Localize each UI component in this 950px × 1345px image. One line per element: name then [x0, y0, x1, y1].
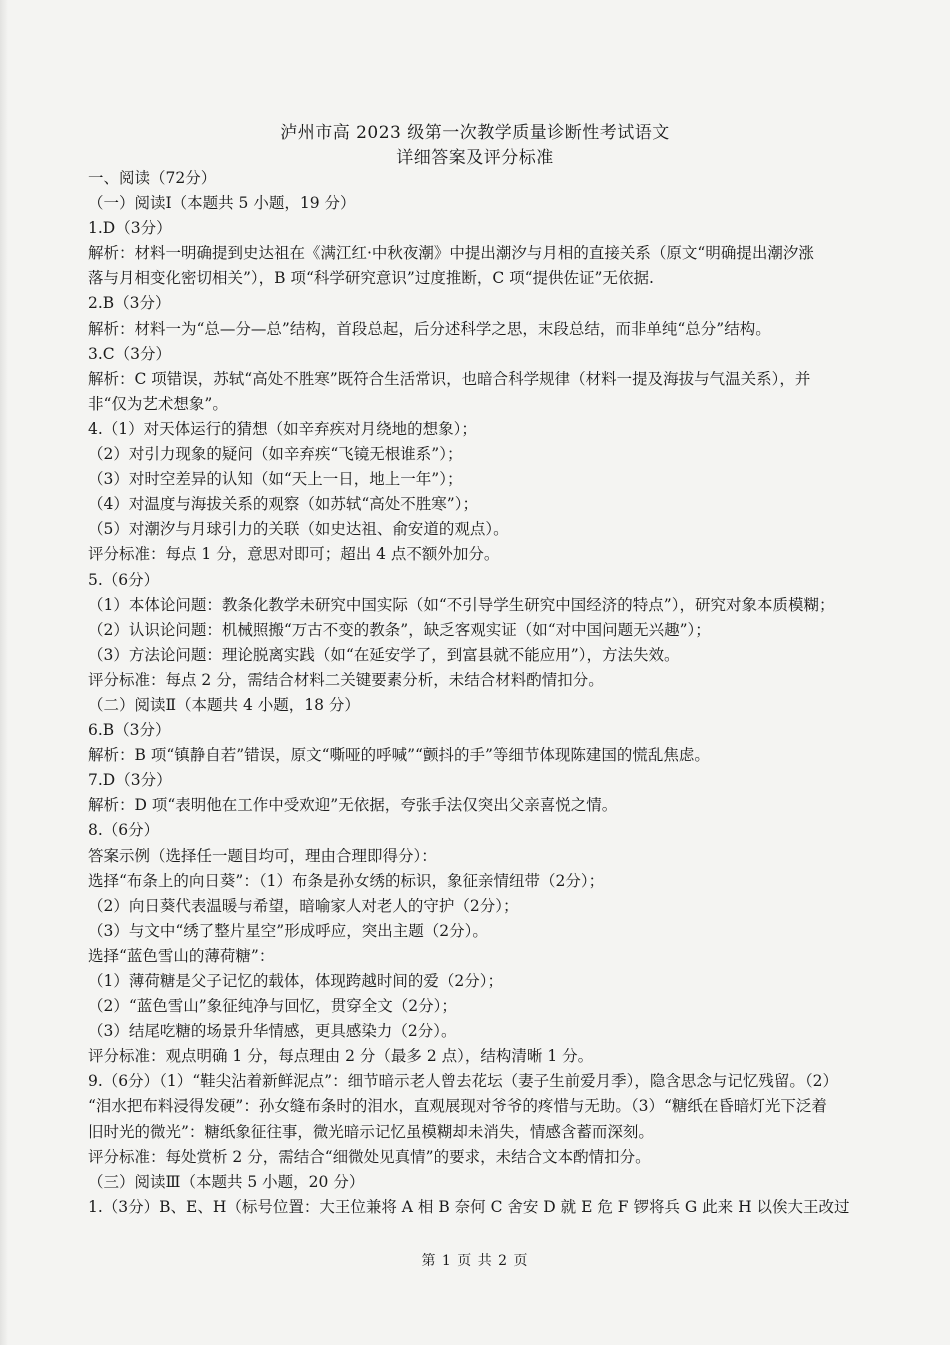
text-line: 解析：材料一为“总—分—总”结构，首段总起，后分述科学之思，末段总结，而非单纯“总分”结构。 — [88, 319, 771, 338]
page-footer: 第 1 页 共 2 页 — [421, 1253, 529, 1269]
text-line: （5）对潮汐与月球引力的关联（如史达祖、俞安道的观点）。 — [88, 520, 509, 539]
text-line: 解析：C 项错误，苏轼“高处不胜寒”既符合生活常识，也暗合科学规律（材料一提及海拔与气温关系），并 — [88, 369, 811, 388]
text-line: （3）对时空差异的认知（如“天上一日，地上一年”）； — [88, 470, 463, 489]
text-line: 答案示例（选择任一题目均可，理由合理即得分）： — [88, 846, 437, 865]
text-line: （1）本体论问题：教条化教学未研究中国实际（如“不引导学生研究中国经济的特点”），研究对象本质模糊； — [88, 595, 835, 614]
text-line: 非“仅为艺术想象”。 — [88, 394, 228, 413]
document-title: 泸州市高 2023 级第一次教学质量诊断性考试语文 — [280, 123, 670, 143]
text-line: 旧时光的微光”：糖纸象征往事，微光暗示记忆虽模糊却未消失，情感含蓄而深刻。 — [88, 1122, 654, 1141]
text-line: 评分标准：每点 2 分，需结合材料二关键要素分析，未结合材料酌情扣分。 — [88, 670, 604, 689]
text-line: （1）薄荷糖是父子记忆的载体，体现跨越时间的爱（2分）； — [88, 972, 503, 990]
text-line: 评分标准：观点明确 1 分，每点理由 2 分（最多 2 点），结构清晰 1 分。 — [88, 1047, 594, 1066]
text-line: 6.B（3分） — [88, 721, 171, 740]
text-line: 1.D（3分） — [88, 219, 172, 238]
text-line: 评分标准：每处赏析 2 分，需结合“细微处见真情”的要求，未结合文本酌情扣分。 — [88, 1147, 651, 1166]
text-line: 解析：B 项“镇静自若”错误，原文“嘶哑的呼喊”“颤抖的手”等细节体现陈建国的慌乱焦虑。 — [88, 746, 710, 765]
text-line: （3）结尾吃糖的场景升华情感，更具感染力（2分）。 — [88, 1022, 457, 1041]
text-line: 落与月相变化密切相关”），B 项“科学研究意识”过度推断，C 项“提供佐证”无依据. — [88, 269, 654, 288]
text-line: 选择“布条上的向日葵”：（1）布条是孙女绣的标识，象征亲情纽带（2分）； — [88, 871, 605, 890]
text-line: 3.C（3分） — [88, 344, 172, 363]
text-line: 1.（3分）B、E、H（标号位置：大王位兼将 A 相 B 奈何 C 舍安 D 就 E 危 F 锣将兵 G 此来 H 以俟大王改过 — [88, 1197, 850, 1216]
text-line: 选择“蓝色雪山的薄荷糖”： — [88, 946, 275, 965]
text-line: 一、阅读（72分） — [88, 169, 217, 187]
text-line: （一）阅读Ⅰ（本题共 5 小题，19 分） — [88, 194, 356, 213]
text-line: （2）“蓝色雪山”象征纯净与回忆，贯穿全文（2分）； — [88, 997, 457, 1016]
text-line: 7.D（3分） — [88, 771, 172, 790]
text-line: （3）与文中“绣了整片星空”形成呼应，突出主题（2分）。 — [88, 921, 488, 940]
text-line: 2.B（3分） — [88, 294, 171, 313]
text-line: 解析：D 项“表明他在工作中受欢迎”无依据，夸张手法仅突出父亲喜悦之情。 — [88, 796, 618, 815]
text-line: （三）阅读Ⅲ（本题共 5 小题，20 分） — [88, 1172, 365, 1191]
text-line: 9.（6分）（1）“鞋尖沾着新鲜泥点”：细节暗示老人曾去花坛（妻子生前爱月季），隐含思念与记忆残留。（2） — [88, 1072, 838, 1091]
text-line: 评分标准：每点 1 分，意思对即可；超出 4 点不额外加分。 — [88, 545, 500, 564]
text-line: （2）对引力现象的疑问（如辛弃疾“飞镜无根谁系”）； — [88, 445, 463, 464]
page-edge-shadow — [0, 0, 8, 1345]
text-line: （二）阅读Ⅱ（本题共 4 小题，18 分） — [88, 695, 360, 714]
text-line: （2）认识论问题：机械照搬“万古不变的教条”，缺乏客观实证（如“对中国问题无兴趣”）； — [88, 620, 711, 639]
text-line: （2）向日葵代表温暖与希望，暗喻家人对老人的守护（2分）； — [88, 896, 519, 915]
document-subtitle: 详细答案及评分标准 — [396, 148, 554, 168]
text-line: 4.（1）对天体运行的猜想（如辛弃疾对月绕地的想象）； — [88, 419, 477, 438]
text-line: （4）对温度与海拔关系的观察（如苏轼“高处不胜寒”）； — [88, 495, 478, 514]
text-line: （3）方法论问题：理论脱离实践（如“在延安学了，到富县就不能应用”），方法失效。 — [88, 645, 680, 664]
text-line: 8.（6分） — [88, 821, 160, 840]
answer-body — [88, 166, 878, 1220]
text-line: “泪水把布料浸得发硬”：孙女缝布条时的泪水，直观展现对爷爷的疼惜与无助。（3）“糖纸在昏暗灯光下泛着 — [88, 1097, 827, 1116]
text-line: 5.（6分） — [88, 570, 160, 589]
text-line: 解析：材料一明确提到史达祖在《满江红·中秋夜潮》中提出潮汐与月相的直接关系（原文“明确提出潮汐涨 — [88, 244, 814, 263]
